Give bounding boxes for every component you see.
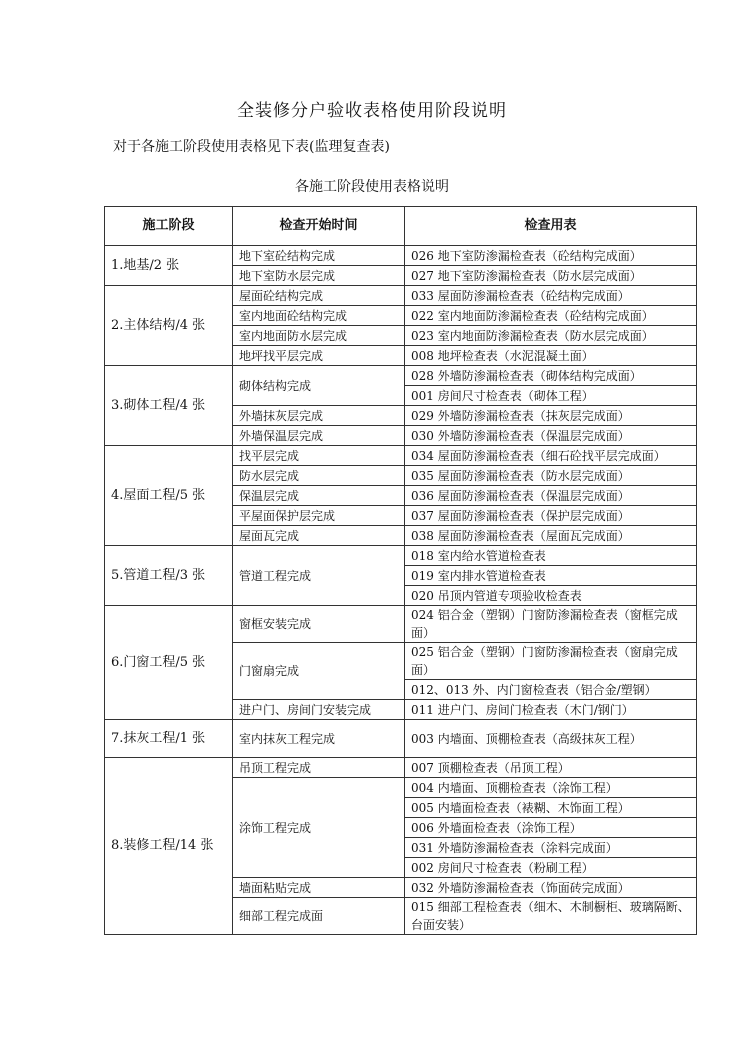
- start-time-cell: 门窗扇完成: [233, 643, 405, 700]
- table-row: [105, 606, 697, 643]
- stage-cell: 5.管道工程/3 张: [105, 546, 233, 606]
- form-cell: 038 屋面防渗漏检查表（屋面瓦完成面）: [405, 526, 697, 546]
- start-time-cell: 地坪找平层完成: [233, 346, 405, 366]
- form-cell: 003 内墙面、顶棚检查表（高级抹灰工程）: [405, 720, 697, 758]
- start-time-cell: 地下室砼结构完成: [233, 246, 405, 266]
- header-start-time: 检查开始时间: [233, 207, 405, 246]
- start-time-cell: 平屋面保护层完成: [233, 506, 405, 526]
- form-cell: 029 外墙防渗漏检查表（抹灰层完成面）: [405, 406, 697, 426]
- stage-cell: 3.砌体工程/4 张: [105, 366, 233, 446]
- start-time-cell: 吊顶工程完成: [233, 758, 405, 778]
- stage-cell: 1.地基/2 张: [105, 246, 233, 286]
- form-cell: 011 进户门、房间门检查表（木门/钢门）: [405, 700, 697, 720]
- form-cell: 034 屋面防渗漏检查表（细石砼找平层完成面）: [405, 446, 697, 466]
- table-row: [105, 758, 697, 778]
- start-time-cell: 细部工程完成面: [233, 898, 405, 935]
- header-stage: 施工阶段: [105, 207, 233, 246]
- form-cell: 018 室内给水管道检查表: [405, 546, 697, 566]
- form-cell: 022 室内地面防渗漏检查表（砼结构完成面）: [405, 306, 697, 326]
- start-time-cell: 室内地面防水层完成: [233, 326, 405, 346]
- start-time-cell: 地下室防水层完成: [233, 266, 405, 286]
- form-cell: 027 地下室防渗漏检查表（防水层完成面）: [405, 266, 697, 286]
- stage-forms-table: [104, 206, 697, 935]
- form-cell: 004 内墙面、顶棚检查表（涂饰工程）: [405, 778, 697, 798]
- form-cell: 002 房间尺寸检查表（粉刷工程）: [405, 858, 697, 878]
- table-caption: 各施工阶段使用表格说明: [295, 179, 449, 195]
- form-cell: 008 地坪检查表（水泥混凝土面）: [405, 346, 697, 366]
- stage-cell: 2.主体结构/4 张: [105, 286, 233, 366]
- start-time-cell: 室内抹灰工程完成: [233, 720, 405, 758]
- table-row: [105, 546, 697, 566]
- start-time-cell: 窗框安装完成: [233, 606, 405, 643]
- form-cell: 037 屋面防渗漏检查表（保护层完成面）: [405, 506, 697, 526]
- start-time-cell: 屋面瓦完成: [233, 526, 405, 546]
- stage-cell: 6.门窗工程/5 张: [105, 606, 233, 720]
- form-cell: 015 细部工程检查表（细木、木制橱柜、玻璃隔断、台面安装）: [405, 898, 697, 935]
- table-row: [105, 246, 697, 266]
- form-cell: 006 外墙面检查表（涂饰工程）: [405, 818, 697, 838]
- form-cell: 030 外墙防渗漏检查表（保温层完成面）: [405, 426, 697, 446]
- form-cell: 024 铝合金（塑钢）门窗防渗漏检查表（窗框完成面）: [405, 606, 697, 643]
- form-cell: 023 室内地面防渗漏检查表（防水层完成面）: [405, 326, 697, 346]
- form-cell: 020 吊顶内管道专项验收检查表: [405, 586, 697, 606]
- start-time-cell: 外墙保温层完成: [233, 426, 405, 446]
- form-cell: 012、013 外、内门窗检查表（铝合金/塑钢）: [405, 680, 697, 700]
- table-header-row: [105, 207, 697, 246]
- start-time-cell: 室内地面砼结构完成: [233, 306, 405, 326]
- form-cell: 026 地下室防渗漏检查表（砼结构完成面）: [405, 246, 697, 266]
- start-time-cell: 砌体结构完成: [233, 366, 405, 406]
- start-time-cell: 找平层完成: [233, 446, 405, 466]
- form-cell: 033 屋面防渗漏检查表（砼结构完成面）: [405, 286, 697, 306]
- start-time-cell: 涂饰工程完成: [233, 778, 405, 878]
- stage-cell: 8.装修工程/14 张: [105, 758, 233, 935]
- form-cell: 031 外墙防渗漏检查表（涂料完成面）: [405, 838, 697, 858]
- start-time-cell: 管道工程完成: [233, 546, 405, 606]
- form-cell: 007 顶棚检查表（吊顶工程）: [405, 758, 697, 778]
- form-cell: 035 屋面防渗漏检查表（防水层完成面）: [405, 466, 697, 486]
- start-time-cell: 进户门、房间门安装完成: [233, 700, 405, 720]
- form-cell: 028 外墙防渗漏检查表（砌体结构完成面）: [405, 366, 697, 386]
- form-cell: 036 屋面防渗漏检查表（保温层完成面）: [405, 486, 697, 506]
- header-forms: 检查用表: [405, 207, 697, 246]
- table-row: [105, 446, 697, 466]
- page-title: 全装修分户验收表格使用阶段说明: [237, 101, 507, 121]
- stage-cell: 7.抹灰工程/1 张: [105, 720, 233, 758]
- start-time-cell: 外墙抹灰层完成: [233, 406, 405, 426]
- form-cell: 019 室内排水管道检查表: [405, 566, 697, 586]
- form-cell: 032 外墙防渗漏检查表（饰面砖完成面）: [405, 878, 697, 898]
- intro-text: 对于各施工阶段使用表格见下表(监理复查表): [113, 139, 390, 155]
- table-row: [105, 286, 697, 306]
- start-time-cell: 防水层完成: [233, 466, 405, 486]
- table-row: [105, 366, 697, 386]
- start-time-cell: 屋面砼结构完成: [233, 286, 405, 306]
- start-time-cell: 保温层完成: [233, 486, 405, 506]
- stage-cell: 4.屋面工程/5 张: [105, 446, 233, 546]
- form-cell: 001 房间尺寸检查表（砌体工程）: [405, 386, 697, 406]
- form-cell: 025 铝合金（塑钢）门窗防渗漏检查表（窗扇完成面）: [405, 643, 697, 680]
- form-cell: 005 内墙面检查表（裱糊、木饰面工程）: [405, 798, 697, 818]
- table-row: [105, 720, 697, 758]
- start-time-cell: 墙面粘贴完成: [233, 878, 405, 898]
